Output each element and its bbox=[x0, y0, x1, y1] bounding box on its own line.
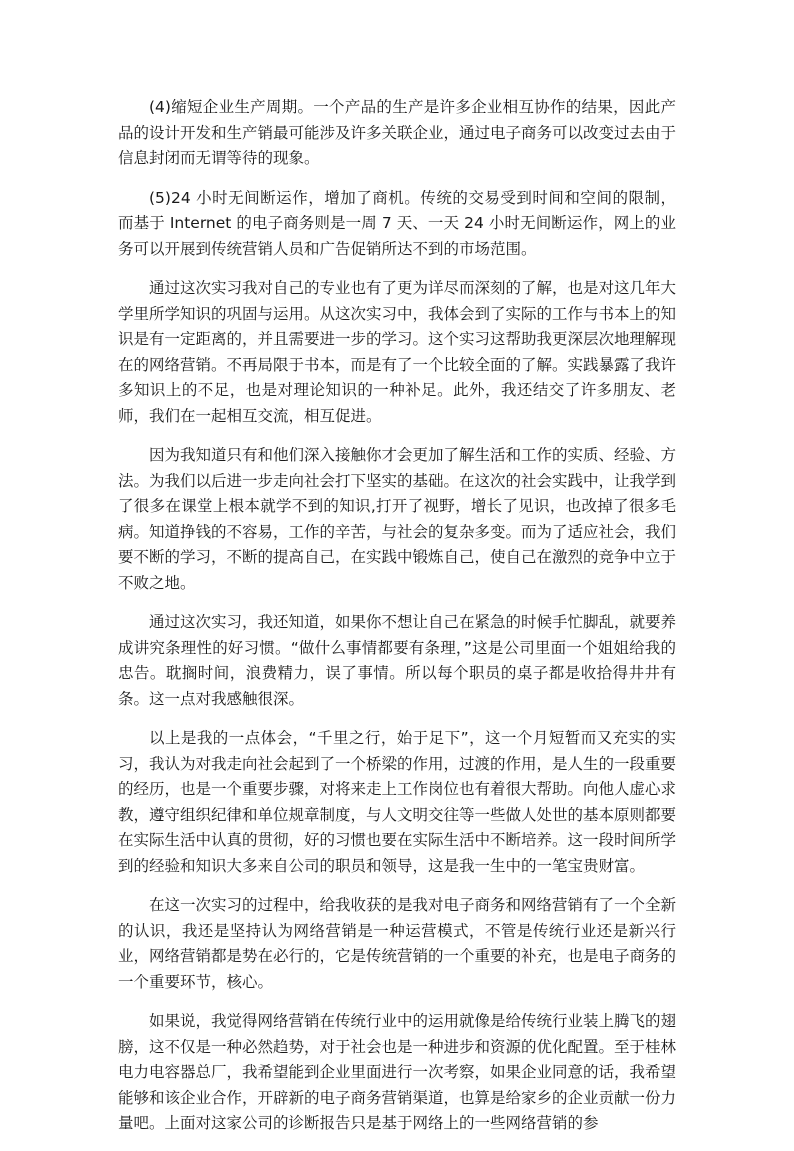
paragraph-5: 通过这次实习，我还知道，如果你不想让自己在紧急的时候手忙脚乱，就要养成讲究条理性的好习惯。“做什么事情都要有条理，”这是公司里面一个姐姐给我的忠告。耽搁时间，浪费精力，误了事情。所以每个职员的桌子都是收拾得井井有条。这一点对我感触很深。 bbox=[118, 613, 677, 708]
paragraph-2: (5)24 小时无间断运作，增加了商机。传统的交易受到时间和空间的限制，而基于 Internet 的电子商务则是一周 7 天、一天 24 小时无间断运作，网上的业务可以开展到传统营销人员和广告促销所达不到的市场范围。 bbox=[118, 188, 676, 258]
paragraph-4: 因为我知道只有和他们深入接触你才会更加了解生活和工作的实质、经验、方法。为我们以后进一步走向社会打下坚实的基础。在这次的社会实践中，让我学到了很多在课堂上根本就学不到的知识,打开了视野，增长了见识，也改掉了很多毛病。知道挣钱的不容易，工作的辛苦，与社会的复杂多变。而为了适应社会，我们要不断的学习，不断的提高自己，在实践中锻炼自己，使自己在激烈的竞争中立于不败之地。 bbox=[118, 446, 677, 592]
paragraph-7: 在这一次实习的过程中，给我收获的是我对电子商务和网络营销有了一个全新的认识，我还是坚持认为网络营销是一种运营模式，不管是传统行业还是新兴行业，网络营销都是势在必行的，它是传统营销的一个重要的补充，也是电子商务的一个重要环节，核心。 bbox=[118, 896, 677, 991]
paragraph-6: 以上是我的一点体会，“千里之行，始于足下”，这一个月短暂而又充实的实习，我认为对我走向社会起到了一个桥梁的作用，过渡的作用，是人生的一段重要的经历，也是一个重要步骤，对将来走上工作岗位也有着很大帮助。向他人虚心求教，遵守组织纪律和单位规章制度，与人文明交往等一些做人处世的基本原则都要在实际生活中认真的贯彻，好的习惯也要在实际生活中不断培养。这一段时间所学到的经验和知识大多来自公司的职员和领导，这是我一生中的一笔宝贵财富。 bbox=[118, 729, 677, 875]
document-body bbox=[118, 95, 676, 1151]
paragraph-3: 通过这次实习我对自己的专业也有了更为详尽而深刻的了解，也是对这几年大学里所学知识的巩固与运用。从这次实习中，我体会到了实际的工作与书本上的知识是有一定距离的，并且需要进一步的学习。这个实习这帮助我更深层次地理解现在的网络营销。不再局限于书本，而是有了一个比较全面的了解。实践暴露了我许多知识上的不足，也是对理论知识的一种补足。此外，我还结交了许多朋友、老师，我们在一起相互交流，相互促进。 bbox=[118, 279, 677, 425]
paragraph-8: 如果说，我觉得网络营销在传统行业中的运用就像是给传统行业装上腾飞的翅膀，这不仅是一种必然趋势，对于社会也是一种进步和资源的优化配置。至于桂林电力电容器总厂，我希望能到企业里面进行一次考察，如果企业同意的话，我希望能够和该企业合作，开辟新的电子商务营销渠道，也算是给家乡的企业贡献一份力量吧。上面对这家公司的诊断报告只是基于网络上的一些网络营销的参 bbox=[118, 1012, 677, 1132]
paragraph-1: (4)缩短企业生产周期。一个产品的生产是许多企业相互协作的结果，因此产品的设计开发和生产销最可能涉及许多关联企业，通过电子商务可以改变过去由于信息封闭而无谓等待的现象。 bbox=[118, 98, 677, 167]
